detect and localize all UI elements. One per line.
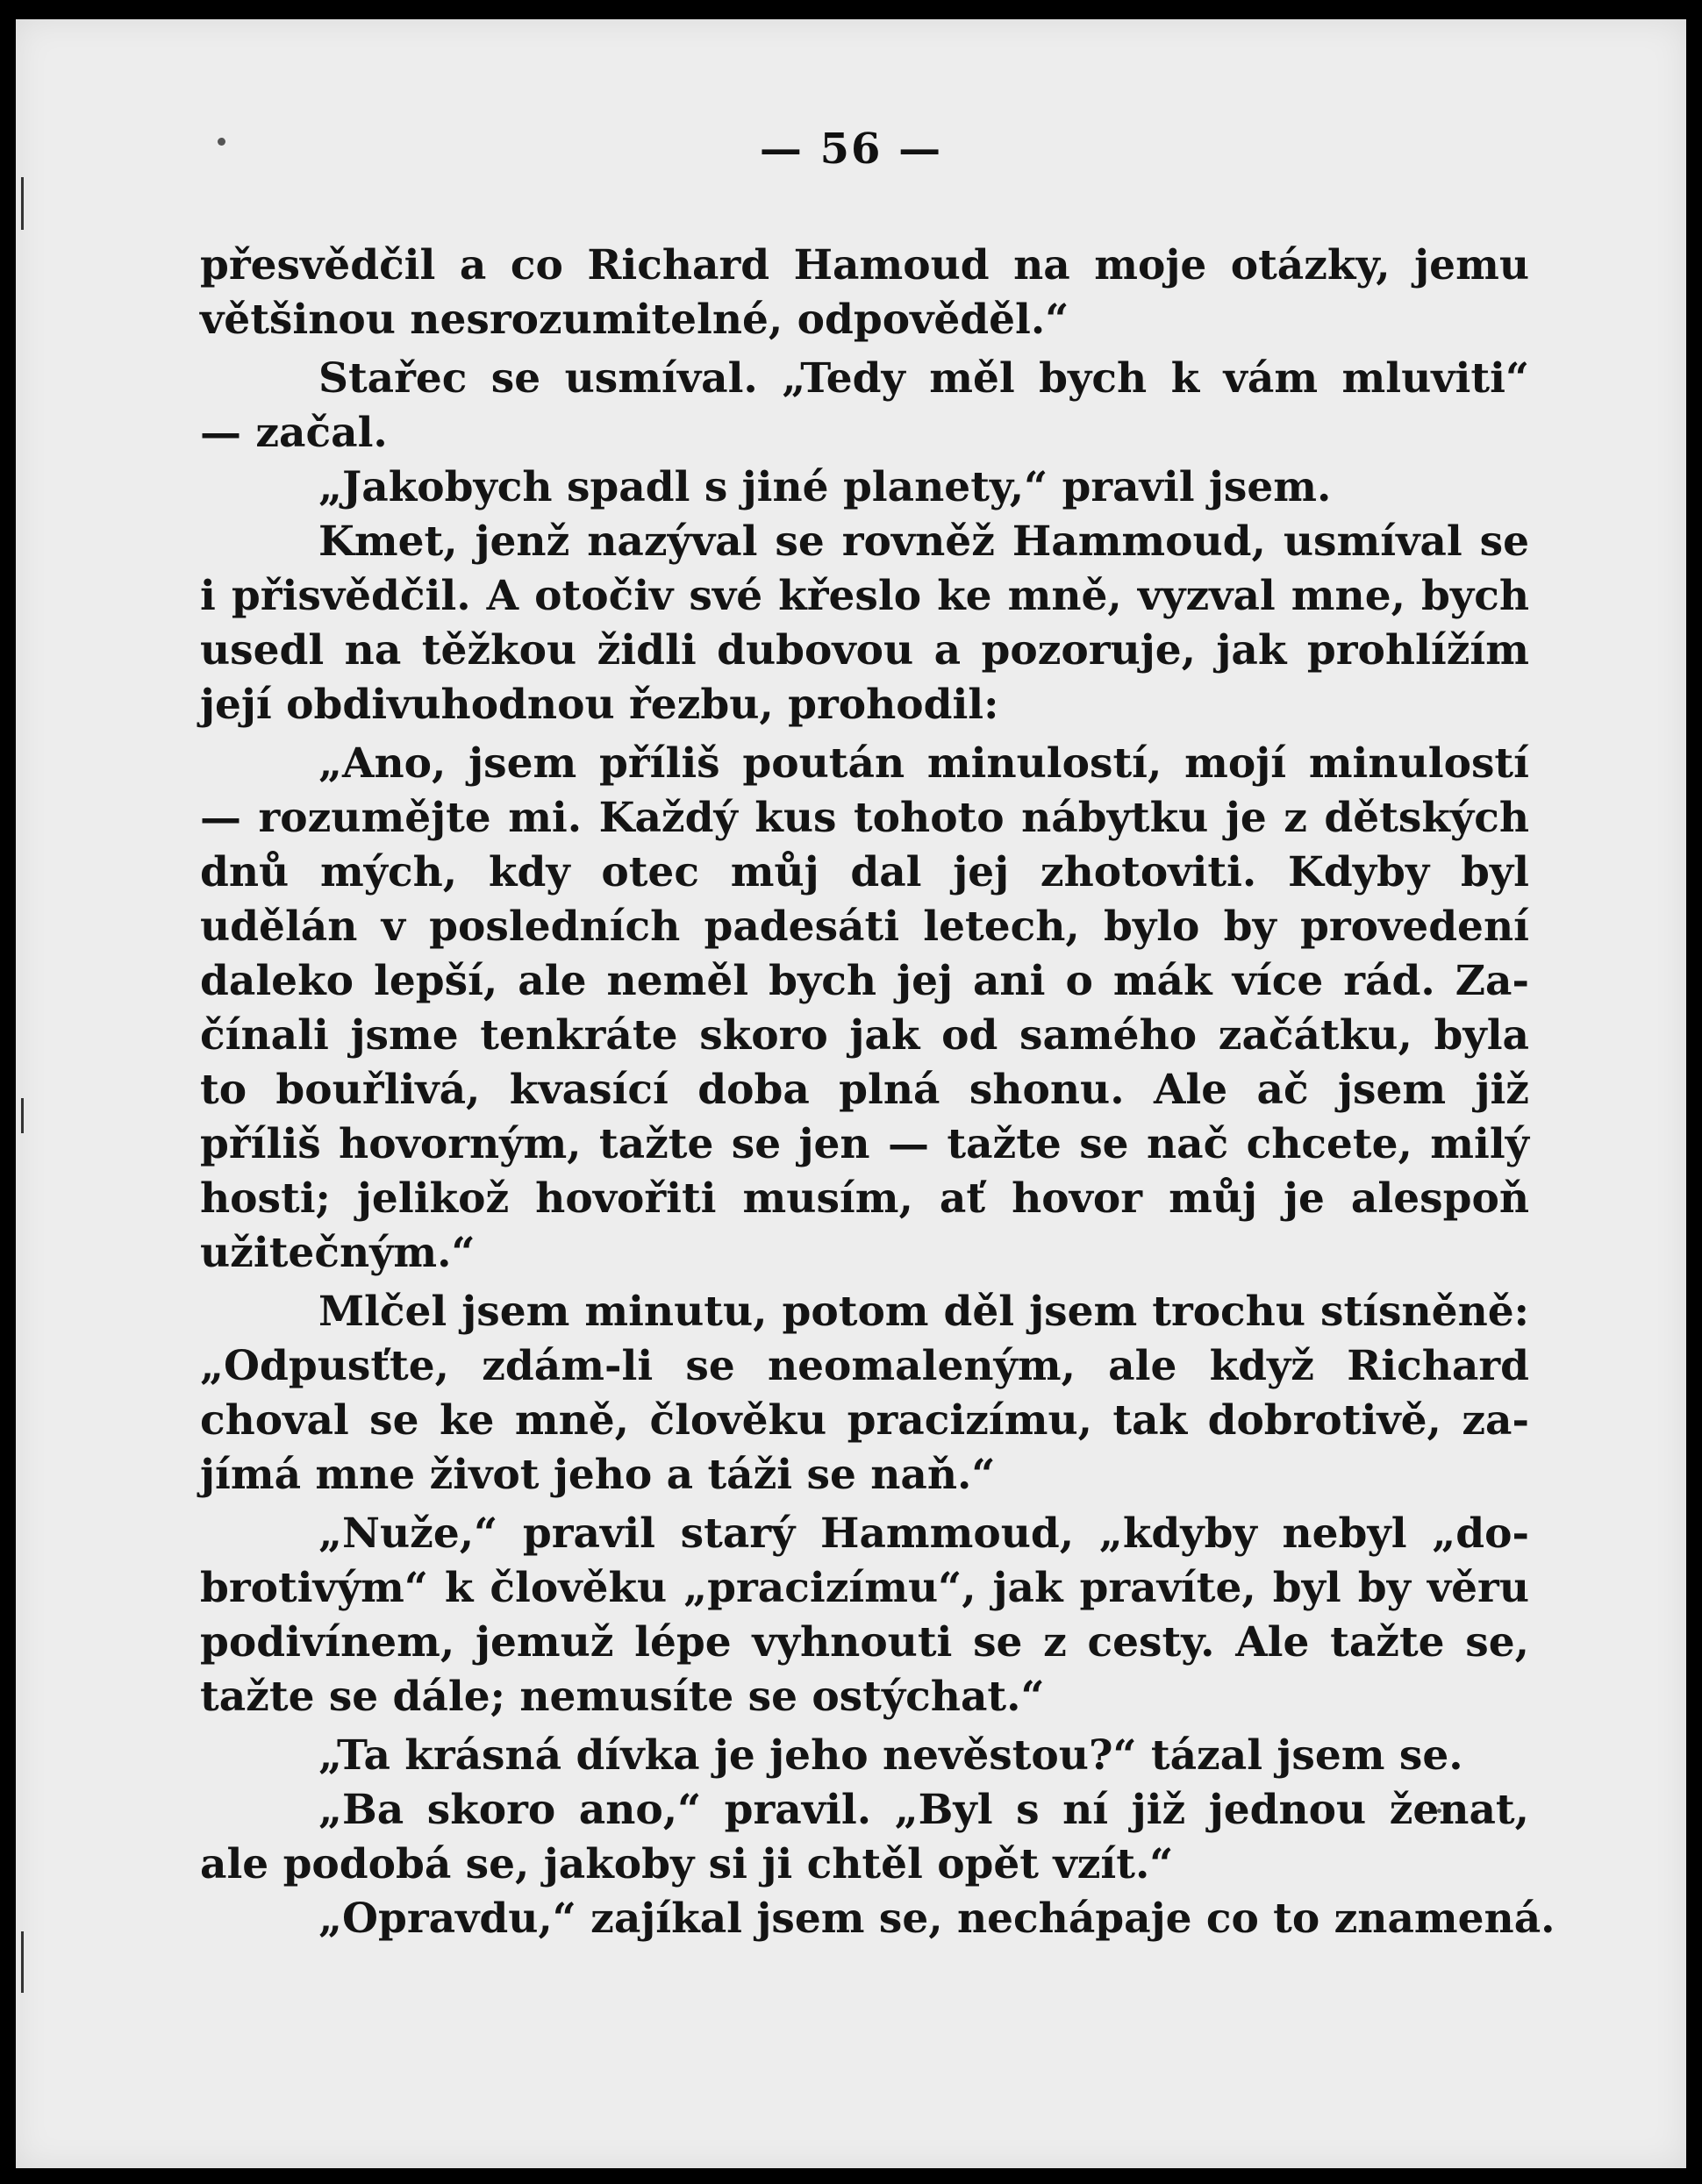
paragraph [200, 1729, 1529, 1783]
edge-mark [21, 1098, 24, 1133]
text-line: „Ta krásná dívka je jeho nevěstou?“ tázal jsem se. [318, 1731, 1463, 1780]
paragraph [200, 1507, 1529, 1724]
paragraph [200, 737, 1529, 1281]
text-line: usedl na těžkou židli dubovou a pozoruje, jak prohlížím [200, 626, 1529, 674]
edge-mark [21, 1931, 24, 1993]
text-line: choval se ke mně, člověku pracizímu, tak dobrotivě, za- [200, 1396, 1529, 1445]
text-line: udělán v posledních padesáti letech, bylo by provedení [200, 903, 1529, 951]
text-line: podivínem, jemuž lépe vyhnouti se z cesty. Ale tažte se, [200, 1618, 1529, 1667]
paragraph [200, 1892, 1555, 1946]
text-line: to bouřlivá, kvasící doba plná shonu. Ale ač jsem již [200, 1066, 1529, 1114]
paragraph [200, 239, 1529, 347]
text-line: Kmet, jenž nazýval se rovněž Hammoud, usmíval se [318, 517, 1529, 566]
text-line: daleko lepší, ale neměl bych jej ani o mák více rád. Za- [200, 957, 1529, 1005]
edge-mark [21, 177, 24, 230]
text-line: jímá mne život jeho a táži se naň.“ [200, 1451, 996, 1499]
text-line: příliš hovorným, tažte se jen — tažte se nač chcete, milý [200, 1120, 1529, 1168]
text-line: i přisvědčil. A otočiv své křeslo ke mně, vyzval mne, bych [200, 572, 1529, 620]
paragraph [200, 515, 1529, 732]
paragraph [200, 460, 1529, 515]
text-line: Mlčel jsem minutu, potom děl jsem trochu stísněně: [318, 1288, 1529, 1336]
text-line: tažte se dále; nemusíte se ostýchat.“ [200, 1673, 1045, 1721]
text-line: užitečným.“ [200, 1229, 476, 1277]
page-number: — 56 — [759, 125, 943, 174]
text-line: „Ano, jsem příliš poután minulostí, mojí minulostí [318, 739, 1529, 788]
text-line: Stařec se usmíval. „Tedy měl bych k vám mluviti“ [318, 354, 1529, 403]
text-line: „Nuže,“ pravil starý Hammoud, „kdyby nebyl „do- [318, 1510, 1529, 1558]
text-line: „Jakobych spadl s jiné planety,“ pravil jsem. [318, 463, 1332, 511]
text-line: ale podobá se, jakoby si ji chtěl opět vzít.“ [200, 1840, 1174, 1888]
text-line: — začal. [200, 409, 388, 457]
text-line: čínali jsme tenkráte skoro jak od samého začátku, byla [200, 1011, 1529, 1060]
text-line: „Odpusťte, zdám-li se neomaleným, ale když Richard [200, 1342, 1529, 1390]
text-line: většinou nesrozumitelné, odpověděl.“ [200, 296, 1069, 344]
text-line: dnů mých, kdy otec můj dal jej zhotoviti. Kdyby byl [200, 848, 1529, 896]
text-line: brotivým“ k člověku „pracizímu“, jak pravíte, byl by věru [200, 1564, 1529, 1612]
text-line: hosti; jelikož hovořiti musím, ať hovor můj je alespoň [200, 1174, 1529, 1223]
body-text [200, 239, 1555, 1946]
book-page [16, 19, 1686, 2168]
text-line: — rozumějte mi. Každý kus tohoto nábytku je z dětských [200, 794, 1529, 842]
text-line: její obdivuhodnou řezbu, prohodil: [200, 681, 999, 729]
text-line: „Opravdu,“ zajíkal jsem se, nechápaje co to znamená. [318, 1895, 1555, 1943]
text-line: „Ba skoro ano,“ pravil. „Byl s ní již jednou ženat, [318, 1786, 1529, 1834]
paragraph [200, 1783, 1529, 1892]
paragraph [200, 1285, 1529, 1502]
paragraph [200, 352, 1529, 460]
print-speck [218, 138, 225, 146]
text-line: přesvědčil a co Richard Hamoud na moje otázky, jemu [200, 241, 1529, 289]
